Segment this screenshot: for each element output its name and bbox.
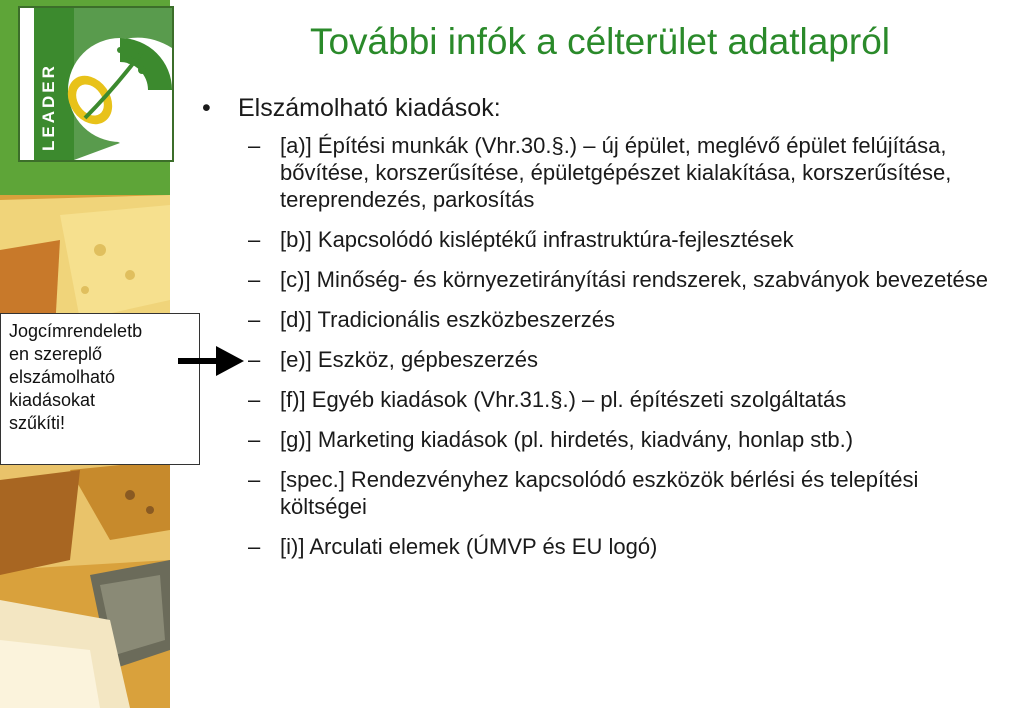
dash-icon: –: [248, 387, 261, 412]
sub-bullet-text: [c)] Minőség- és környezetirányítási rendszerek, szabványok bevezetése: [280, 267, 988, 292]
sub-bullet-text: [d)] Tradicionális eszközbeszerzés: [280, 307, 616, 332]
sub-bullet-item: [200, 466, 1010, 520]
dash-icon: –: [248, 427, 261, 452]
sub-bullet-text: [f)] Egyéb kiadások (Vhr.31.§.) – pl. építészeti szolgáltatás: [280, 387, 847, 412]
slide-content: [200, 92, 1010, 573]
sub-bullet-text: [e)] Eszköz, gépbeszerzés: [280, 347, 539, 372]
sub-bullet-text: [a)] Építési munkák (Vhr.30.§.) – új épület, meglévő épület felújítása, bővítése, korszerűsítése, épületgépészet kialakítása, korszerűsítése, tereprendezés, parkosítás: [280, 133, 952, 212]
leader-logo: [18, 6, 174, 162]
sub-bullet-item: [200, 386, 1010, 413]
sub-bullet-item: [200, 226, 1010, 253]
dash-icon: –: [248, 467, 261, 492]
dash-icon: –: [248, 267, 261, 292]
dash-icon: –: [248, 347, 261, 372]
logo-text: LEADER: [39, 63, 58, 151]
slide-title: További infók a célterület adatlapról: [309, 21, 891, 62]
sub-bullet-list: [200, 132, 1010, 560]
sub-bullet-item: [200, 306, 1010, 333]
bullet-dot-icon: •: [202, 94, 211, 122]
arrow-right-icon: [178, 344, 246, 378]
sub-bullet-item: [200, 266, 1010, 293]
sub-bullet-text: [b)] Kapcsolódó kisléptékű infrastruktúra-fejlesztések: [280, 227, 794, 252]
sub-bullet-item: [200, 346, 1010, 373]
dash-icon: –: [248, 227, 261, 252]
dash-icon: –: [248, 534, 261, 559]
dash-icon: –: [248, 307, 261, 332]
bullet-main: [200, 92, 1010, 124]
sub-bullet-text: [i)] Arculati elemek (ÚMVP és EU logó): [280, 534, 658, 559]
sub-bullet-text: [g)] Marketing kiadások (pl. hirdetés, kiadvány, honlap stb.): [280, 427, 854, 452]
sub-bullet-item: [200, 426, 1010, 453]
sub-bullet-text: [spec.] Rendezvényhez kapcsolódó eszközök bérlési és telepítési költségei: [280, 467, 919, 519]
sub-bullet-item: [200, 132, 1010, 213]
sub-bullet-item: [200, 533, 1010, 560]
bullet-main-label: Elszámolható kiadások:: [238, 94, 501, 122]
callout-box: Jogcímrendeletb en szereplő elszámolható kiadásokat szűkíti!: [0, 313, 200, 465]
dash-icon: –: [248, 133, 261, 158]
